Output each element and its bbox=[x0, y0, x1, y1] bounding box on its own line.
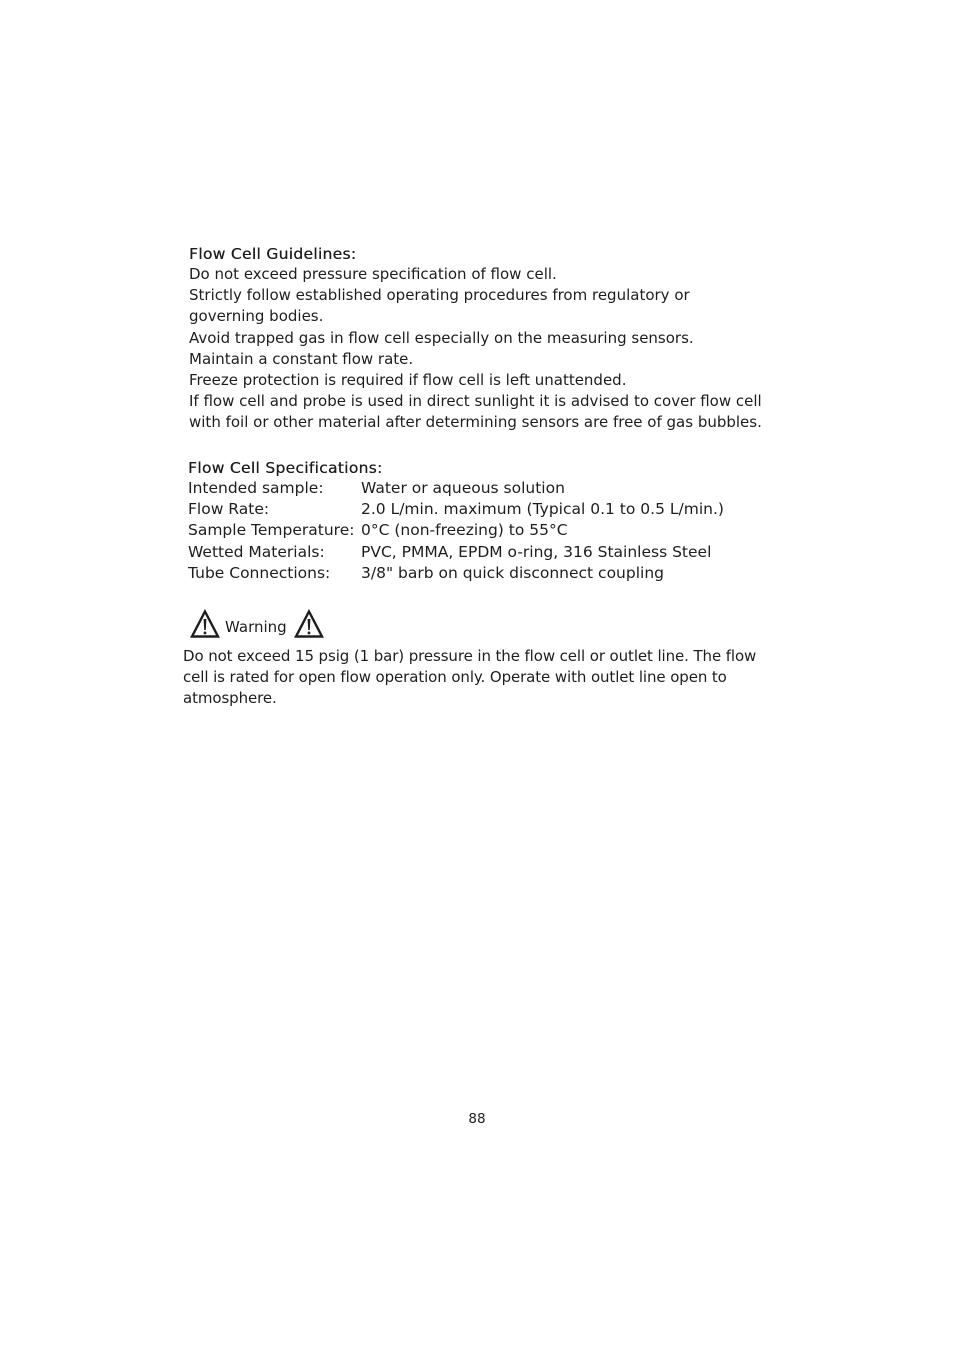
warning-triangle-icon bbox=[294, 609, 324, 639]
guideline-item: Maintain a constant flow rate. bbox=[189, 349, 414, 368]
spec-value: 0°C (non-freezing) to 55°C bbox=[361, 521, 568, 540]
warning-label: Warning bbox=[225, 618, 287, 636]
spec-row bbox=[188, 520, 724, 541]
specifications-heading: Flow Cell Specifications: bbox=[188, 459, 383, 477]
spec-label: Flow Rate: bbox=[188, 500, 270, 519]
specifications-table bbox=[188, 478, 724, 584]
guideline-item: Do not exceed pressure specification of flow cell. bbox=[189, 265, 557, 283]
guideline-item: Avoid trapped gas in flow cell especially on the measuring sensors. bbox=[189, 328, 694, 347]
guideline-item: Strictly follow established operating procedures from regulatory or governing bodies. bbox=[189, 286, 690, 326]
warning-text: Do not exceed 15 psig (1 bar) pressure in the flow cell or outlet line. The flow cell is rated for open flow operation only. Operate with outlet line open to atmosphere. bbox=[183, 647, 757, 708]
spec-row bbox=[188, 542, 724, 563]
spec-label: Tube Connections: bbox=[188, 563, 331, 582]
spec-value: PVC, PMMA, EPDM o-ring, 316 Stainless Steel bbox=[361, 542, 712, 561]
spec-label: Intended sample: bbox=[188, 479, 324, 497]
spec-row bbox=[188, 499, 724, 520]
spec-row bbox=[188, 563, 724, 584]
spec-value: 2.0 L/min. maximum (Typical 0.1 to 0.5 L/min.) bbox=[361, 500, 724, 519]
spec-label: Sample Temperature: bbox=[188, 521, 355, 540]
spec-value: Water or aqueous solution bbox=[361, 479, 565, 497]
guideline-item: Freeze protection is required if flow cell is left unattended. bbox=[189, 371, 627, 390]
spec-row bbox=[188, 478, 724, 499]
page-number: 88 bbox=[468, 1111, 486, 1127]
warning-header bbox=[190, 608, 324, 640]
spec-label: Wetted Materials: bbox=[188, 542, 325, 561]
warning-triangle-icon bbox=[190, 609, 220, 639]
guidelines-heading: Flow Cell Guidelines: bbox=[189, 245, 357, 263]
spec-value: 3/8" barb on quick disconnect coupling bbox=[361, 563, 664, 582]
guideline-item: If flow cell and probe is used in direct sunlight it is advised to cover flow cell with foil or other material after determining sensors are free of gas bubbles. bbox=[189, 392, 762, 432]
guidelines-list bbox=[189, 264, 764, 434]
